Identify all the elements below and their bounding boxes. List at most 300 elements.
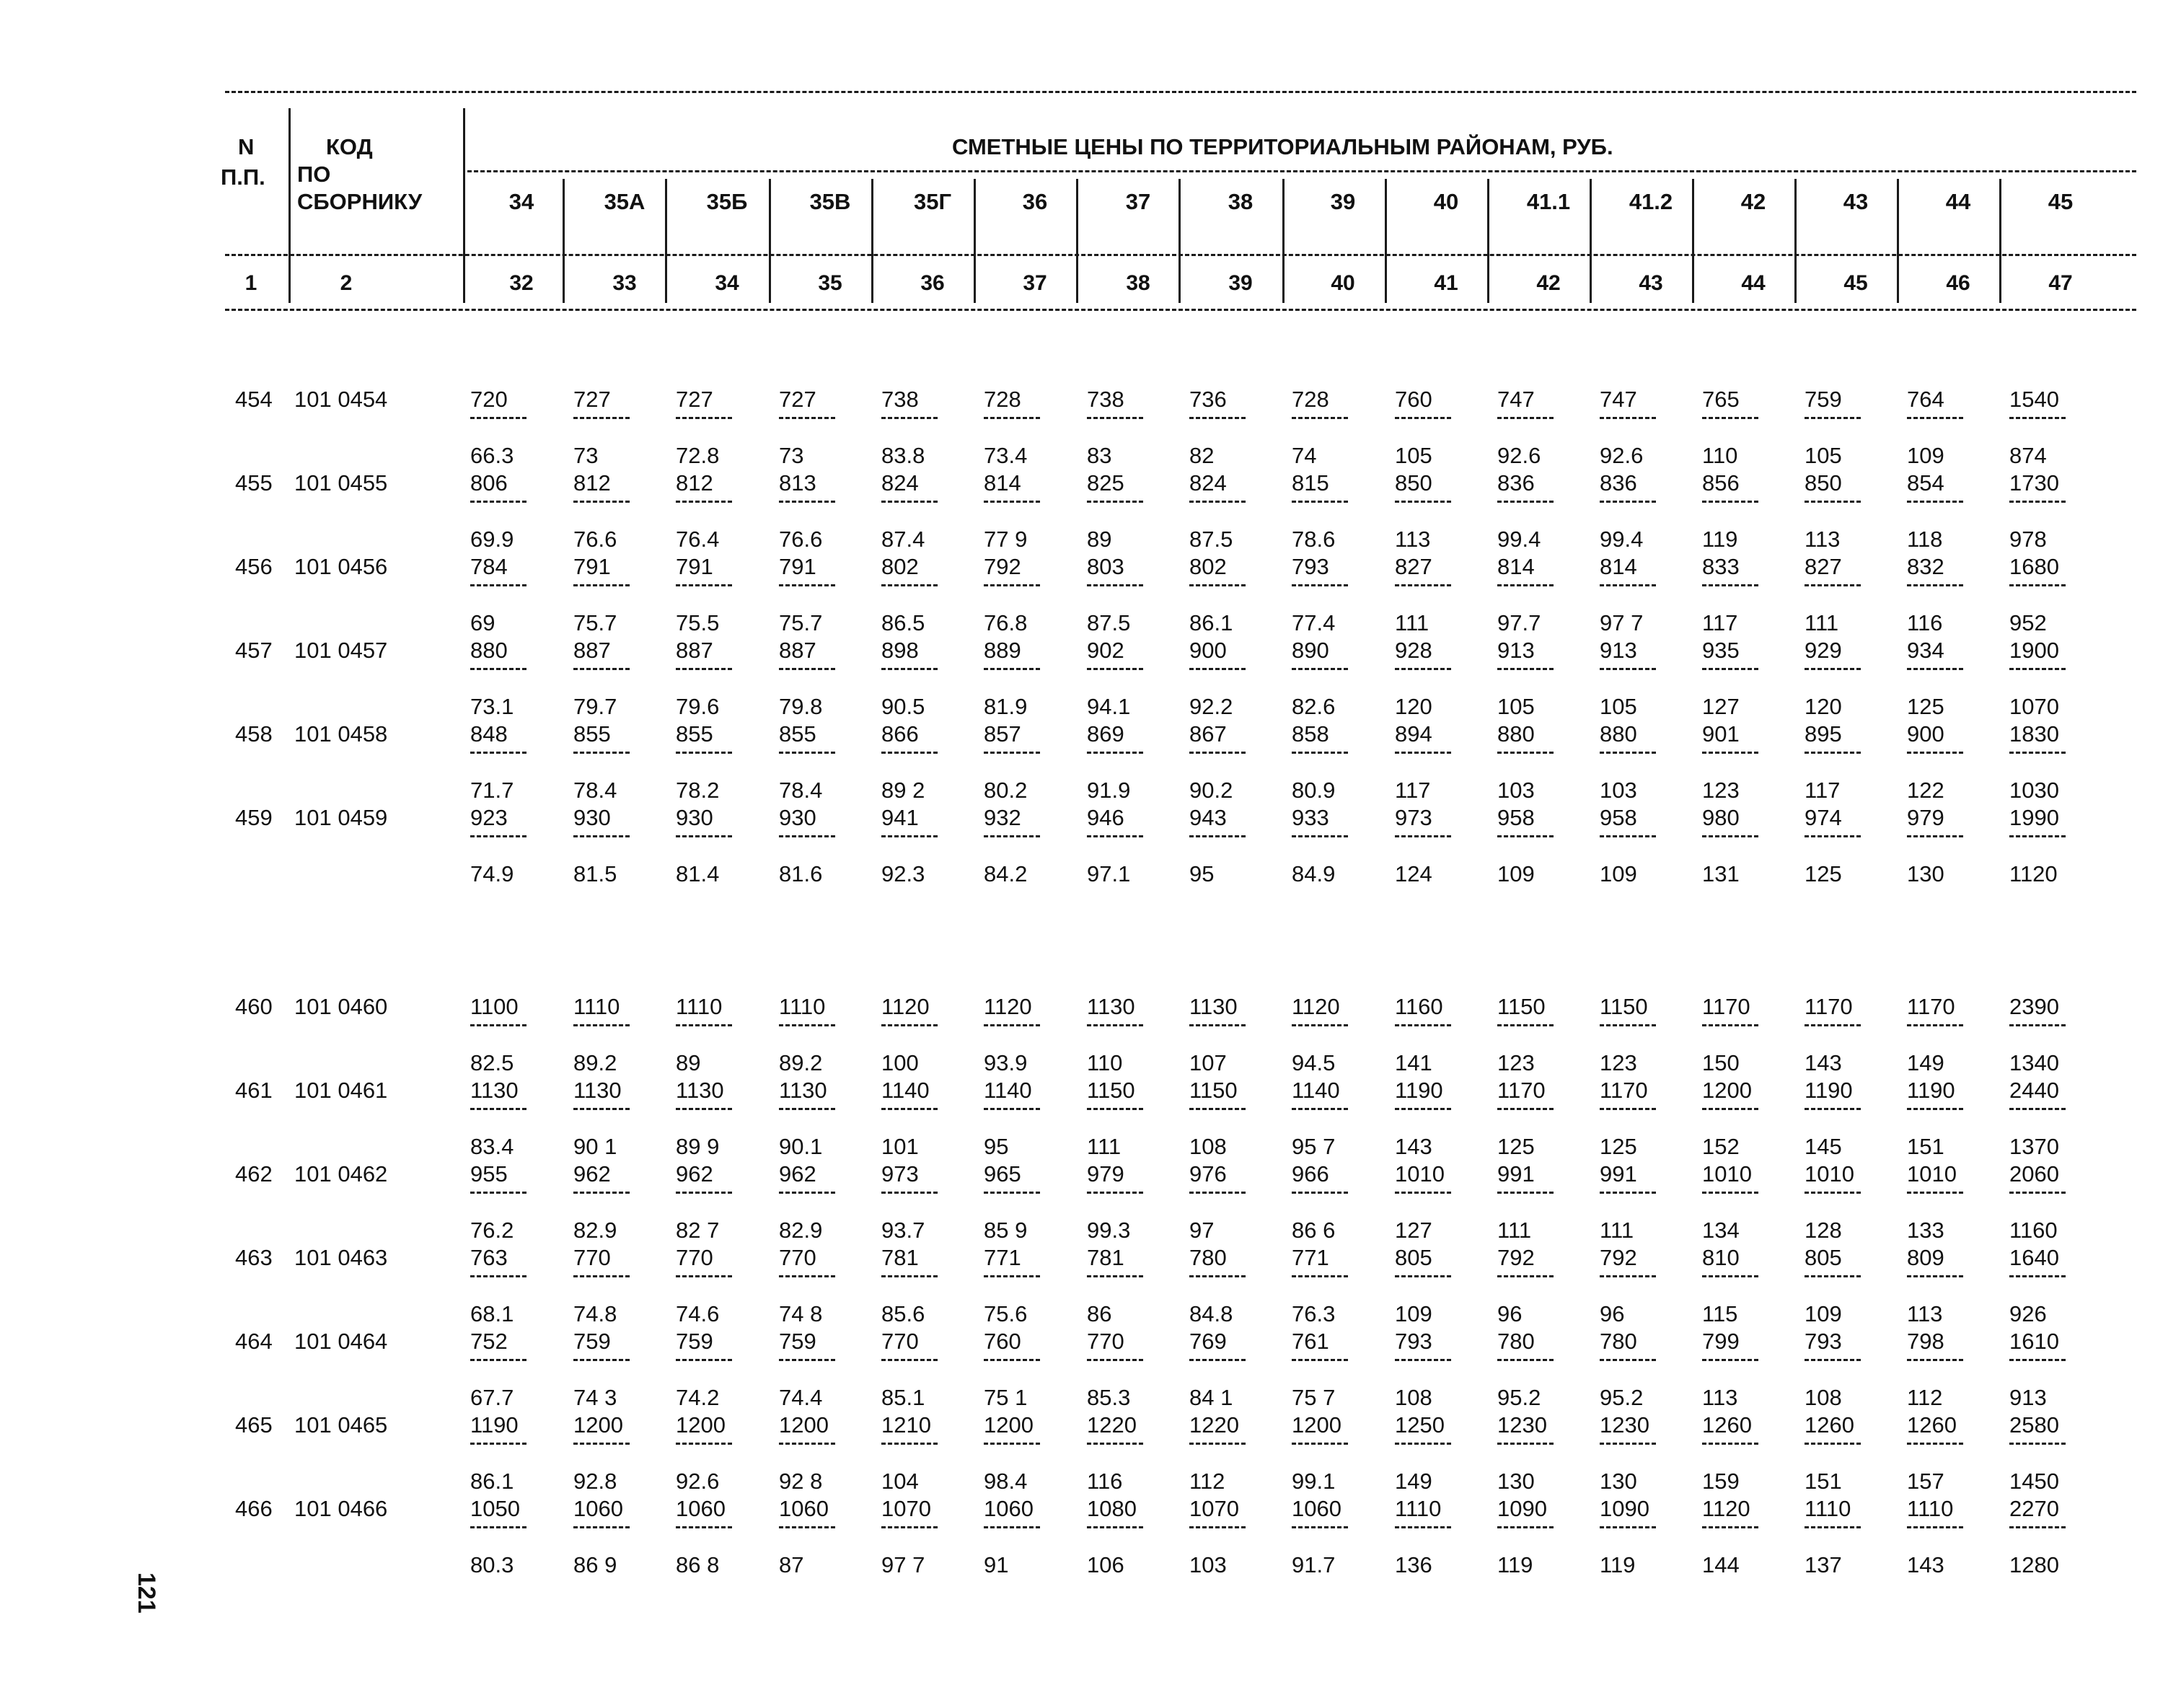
price-cell: 123 xyxy=(1497,1050,1535,1075)
fraction-dash xyxy=(1702,752,1758,754)
region-header-14: 44 xyxy=(1945,189,1971,214)
price-cell: 99.1 xyxy=(1292,1469,1336,1494)
fraction-dash xyxy=(881,1359,938,1361)
price-cell: 92.6 xyxy=(676,1469,720,1494)
price-cell: 738 xyxy=(881,387,919,412)
price-cell: 75.7 xyxy=(779,610,823,635)
price-cell: 1250 xyxy=(1395,1412,1445,1438)
price-cell: 85 9 xyxy=(984,1218,1028,1243)
price-cell: 1200 xyxy=(573,1412,623,1438)
price-cell: 1030 xyxy=(2009,778,2059,803)
price-cell: 1990 xyxy=(2009,805,2059,830)
price-cell: 810 xyxy=(1702,1245,1740,1270)
price-cell: 113 xyxy=(1907,1301,1943,1326)
price-cell: 92 8 xyxy=(779,1469,823,1494)
fraction-dash xyxy=(779,752,835,754)
price-cell: 134 xyxy=(1702,1218,1740,1243)
fraction-dash xyxy=(1395,752,1451,754)
price-cell: 1150 xyxy=(1497,994,1546,1019)
fraction-dash xyxy=(1497,584,1554,586)
fraction-dash xyxy=(470,835,526,837)
fraction-dash xyxy=(1189,1108,1246,1110)
fraction-dash xyxy=(1600,752,1656,754)
fraction-dash xyxy=(881,1024,938,1026)
price-cell: 929 xyxy=(1805,638,1842,663)
fraction-dash xyxy=(573,417,630,419)
price-cell: 952 xyxy=(2009,610,2047,635)
fraction-dash xyxy=(1600,417,1656,419)
region-header-11: 41.2 xyxy=(1629,189,1673,214)
price-cell: 77 9 xyxy=(984,527,1028,552)
fraction-dash xyxy=(1805,501,1861,503)
fraction-dash xyxy=(573,584,630,586)
price-cell: 105 xyxy=(1600,694,1637,719)
fraction-dash xyxy=(676,501,732,503)
price-cell: 1190 xyxy=(1907,1078,1955,1103)
price-cell: 792 xyxy=(1600,1245,1637,1270)
price-cell: 1080 xyxy=(1087,1496,1137,1521)
fraction-dash xyxy=(573,1108,630,1110)
price-cell: 880 xyxy=(470,638,508,663)
price-cell: 74 8 xyxy=(779,1301,823,1326)
price-cell: 82.5 xyxy=(470,1050,514,1075)
fraction-dash xyxy=(1907,1359,1963,1361)
fraction-dash xyxy=(1497,668,1554,670)
price-cell: 74.8 xyxy=(573,1301,617,1326)
fraction-dash xyxy=(1907,668,1963,670)
price-cell: 95 xyxy=(1189,861,1215,886)
price-cell: 1050 xyxy=(470,1496,520,1521)
fraction-dash xyxy=(1189,835,1246,837)
price-cell: 116 xyxy=(1907,610,1943,635)
fraction-dash xyxy=(2009,1024,2066,1026)
price-cell: 991 xyxy=(1497,1161,1535,1187)
price-cell: 1130 xyxy=(1189,994,1238,1019)
fraction-dash xyxy=(1189,1526,1246,1528)
price-cell: 923 xyxy=(470,805,508,830)
price-cell: 72.8 xyxy=(676,443,720,468)
fraction-dash xyxy=(779,1024,835,1026)
price-cell: 1280 xyxy=(2009,1552,2059,1577)
fraction-dash xyxy=(470,1192,526,1194)
price-cell: 1110 xyxy=(573,994,620,1019)
price-cell: 1120 xyxy=(2009,861,2058,886)
fraction-dash xyxy=(1087,752,1143,754)
fraction-dash xyxy=(1907,584,1963,586)
price-cell: 109 xyxy=(1805,1301,1842,1326)
fraction-dash xyxy=(1087,501,1143,503)
price-cell: 76.4 xyxy=(676,527,720,552)
price-cell: 87 xyxy=(779,1552,804,1577)
fraction-dash xyxy=(1805,1359,1861,1361)
price-cell: 111 xyxy=(1395,610,1429,635)
price-cell: 848 xyxy=(470,721,508,747)
row-code: 101 0462 xyxy=(294,1161,388,1187)
price-cell: 74.6 xyxy=(676,1301,720,1326)
row-code: 101 0456 xyxy=(294,554,388,579)
price-cell: 120 xyxy=(1395,694,1432,719)
price-cell: 95.2 xyxy=(1497,1385,1541,1410)
price-cell: 812 xyxy=(676,470,713,496)
price-cell: 1130 xyxy=(779,1078,827,1103)
price-cell: 150 xyxy=(1702,1050,1740,1075)
fraction-dash xyxy=(1702,1192,1758,1194)
fraction-dash xyxy=(779,1192,835,1194)
price-cell: 105 xyxy=(1395,443,1432,468)
price-cell: 98.4 xyxy=(984,1469,1028,1494)
column-number-13: 43 xyxy=(1639,271,1663,295)
price-cell: 1110 xyxy=(779,994,826,1019)
price-cell: 930 xyxy=(676,805,713,830)
price-cell: 759 xyxy=(573,1329,611,1354)
price-cell: 99.4 xyxy=(1600,527,1644,552)
price-cell: 866 xyxy=(881,721,919,747)
fraction-dash xyxy=(881,1443,938,1445)
price-cell: 91.7 xyxy=(1292,1552,1336,1577)
price-cell: 133 xyxy=(1907,1218,1944,1243)
fraction-dash xyxy=(676,835,732,837)
price-cell: 74.2 xyxy=(676,1385,720,1410)
price-cell: 90.1 xyxy=(779,1134,823,1159)
price-cell: 814 xyxy=(984,470,1021,496)
fraction-dash xyxy=(573,1192,630,1194)
price-cell: 119 xyxy=(1497,1552,1533,1577)
price-cell: 1100 xyxy=(470,994,519,1019)
region-header-3: 35В xyxy=(809,189,851,214)
fraction-dash xyxy=(1497,1526,1554,1528)
price-cell: 770 xyxy=(779,1245,816,1270)
price-cell: 836 xyxy=(1497,470,1535,496)
row-number: 462 xyxy=(235,1161,273,1187)
price-cell: 1610 xyxy=(2009,1329,2059,1354)
region-header-4: 35Г xyxy=(913,189,952,214)
price-cell: 926 xyxy=(2009,1301,2047,1326)
price-cell: 1230 xyxy=(1600,1412,1649,1438)
price-cell: 94.1 xyxy=(1087,694,1131,719)
price-cell: 159 xyxy=(1702,1469,1740,1494)
header-code-label-1: КОД xyxy=(326,134,373,159)
fraction-dash xyxy=(1292,1108,1348,1110)
price-cell: 1090 xyxy=(1600,1496,1649,1521)
price-cell: 759 xyxy=(1805,387,1842,412)
price-cell: 1200 xyxy=(779,1412,829,1438)
price-cell: 1200 xyxy=(1292,1412,1341,1438)
fraction-dash xyxy=(573,668,630,670)
fraction-dash xyxy=(2009,752,2066,754)
fraction-dash xyxy=(1497,501,1554,503)
fraction-dash xyxy=(1805,835,1861,837)
price-cell: 76.3 xyxy=(1292,1301,1336,1326)
price-cell: 991 xyxy=(1600,1161,1637,1187)
price-cell: 1640 xyxy=(2009,1245,2059,1270)
price-cell: 97 xyxy=(1189,1218,1215,1243)
price-cell: 99.3 xyxy=(1087,1218,1131,1243)
price-cell: 836 xyxy=(1600,470,1637,496)
fraction-dash xyxy=(1600,1443,1656,1445)
price-cell: 2060 xyxy=(2009,1161,2059,1187)
price-cell: 112 xyxy=(1189,1469,1225,1494)
fraction-dash xyxy=(2009,584,2066,586)
row-code: 101 0463 xyxy=(294,1245,388,1270)
price-cell: 1190 xyxy=(1395,1078,1443,1103)
price-cell: 728 xyxy=(984,387,1021,412)
fraction-dash xyxy=(2009,835,2066,837)
price-cell: 91.9 xyxy=(1087,778,1131,803)
header-top-rule xyxy=(225,91,2136,93)
column-number-1: 2 xyxy=(340,271,353,295)
price-cell: 68.1 xyxy=(470,1301,514,1326)
price-cell: 79.7 xyxy=(573,694,617,719)
header-divider-n-code xyxy=(288,108,291,303)
price-cell: 74.9 xyxy=(470,861,514,886)
column-number-4: 34 xyxy=(715,271,739,295)
price-cell: 771 xyxy=(984,1245,1021,1270)
price-cell: 727 xyxy=(573,387,611,412)
price-cell: 97.7 xyxy=(1497,610,1541,635)
price-cell: 94.5 xyxy=(1292,1050,1336,1075)
price-cell: 814 xyxy=(1497,554,1535,579)
row-code: 101 0461 xyxy=(294,1078,388,1103)
fraction-dash xyxy=(1702,1443,1758,1445)
price-cell: 103 xyxy=(1600,778,1637,803)
price-cell: 793 xyxy=(1395,1329,1432,1354)
fraction-dash xyxy=(1805,584,1861,586)
fraction-dash xyxy=(1292,752,1348,754)
fraction-dash xyxy=(881,1526,938,1528)
price-cell: 770 xyxy=(1087,1329,1124,1354)
fraction-dash xyxy=(881,1108,938,1110)
price-cell: 930 xyxy=(779,805,816,830)
fraction-dash xyxy=(676,1359,732,1361)
fraction-dash xyxy=(1497,1443,1554,1445)
fraction-dash xyxy=(1600,1275,1656,1277)
fraction-dash xyxy=(573,752,630,754)
price-cell: 932 xyxy=(984,805,1021,830)
fraction-dash xyxy=(573,1359,630,1361)
price-cell: 760 xyxy=(984,1329,1021,1354)
price-cell: 87.5 xyxy=(1087,610,1131,635)
price-cell: 75.5 xyxy=(676,610,720,635)
fraction-dash xyxy=(1292,1359,1348,1361)
fraction-dash xyxy=(1292,501,1348,503)
price-cell: 117 xyxy=(1395,778,1431,803)
price-cell: 1150 xyxy=(1189,1078,1238,1103)
fraction-dash xyxy=(470,1359,526,1361)
row-code: 101 0455 xyxy=(294,470,388,496)
price-cell: 115 xyxy=(1702,1301,1738,1326)
price-cell: 974 xyxy=(1805,805,1842,830)
price-cell: 93.9 xyxy=(984,1050,1028,1075)
price-cell: 856 xyxy=(1702,470,1740,496)
price-cell: 1010 xyxy=(1702,1161,1752,1187)
price-cell: 76.6 xyxy=(573,527,617,552)
fraction-dash xyxy=(984,752,1040,754)
price-cell: 113 xyxy=(1702,1385,1738,1410)
row-number: 461 xyxy=(235,1078,273,1103)
price-cell: 75.7 xyxy=(573,610,617,635)
price-cell: 71.7 xyxy=(470,778,514,803)
price-cell: 763 xyxy=(470,1245,508,1270)
fraction-dash xyxy=(676,1108,732,1110)
price-cell: 119 xyxy=(1600,1552,1636,1577)
price-cell: 760 xyxy=(1395,387,1432,412)
price-cell: 1060 xyxy=(676,1496,726,1521)
price-cell: 124 xyxy=(1395,861,1432,886)
price-cell: 1110 xyxy=(676,994,723,1019)
price-cell: 770 xyxy=(573,1245,611,1270)
fraction-dash xyxy=(1805,417,1861,419)
price-cell: 791 xyxy=(676,554,713,579)
price-cell: 81.9 xyxy=(984,694,1028,719)
price-cell: 1130 xyxy=(676,1078,724,1103)
region-header-10: 41.1 xyxy=(1526,189,1571,214)
price-cell: 824 xyxy=(881,470,919,496)
fraction-dash xyxy=(779,835,835,837)
price-cell: 86.1 xyxy=(470,1469,514,1494)
price-cell: 1110 xyxy=(1805,1496,1851,1521)
price-cell: 119 xyxy=(1702,527,1738,552)
price-cell: 109 xyxy=(1907,443,1944,468)
price-cell: 1070 xyxy=(2009,694,2059,719)
price-cell: 1260 xyxy=(1805,1412,1854,1438)
price-cell: 86 9 xyxy=(573,1552,617,1577)
fraction-dash xyxy=(881,584,938,586)
fraction-dash xyxy=(1497,1024,1554,1026)
row-number: 464 xyxy=(235,1329,273,1354)
price-cell: 108 xyxy=(1805,1385,1842,1410)
fraction-dash xyxy=(1395,501,1451,503)
fraction-dash xyxy=(1702,835,1758,837)
fraction-dash xyxy=(1292,1024,1348,1026)
price-cell: 1200 xyxy=(1702,1078,1752,1103)
price-cell: 962 xyxy=(573,1161,611,1187)
fraction-dash xyxy=(1497,1108,1554,1110)
price-cell: 895 xyxy=(1805,721,1842,747)
header-mid-rule xyxy=(225,254,2136,256)
fraction-dash xyxy=(984,501,1040,503)
fraction-dash xyxy=(470,1108,526,1110)
price-cell: 145 xyxy=(1805,1134,1842,1159)
fraction-dash xyxy=(1805,1275,1861,1277)
price-cell: 1150 xyxy=(1087,1078,1135,1103)
price-cell: 130 xyxy=(1497,1469,1535,1494)
price-cell: 799 xyxy=(1702,1329,1740,1354)
price-cell: 973 xyxy=(1395,805,1432,830)
fraction-dash xyxy=(984,1359,1040,1361)
price-cell: 780 xyxy=(1189,1245,1227,1270)
price-cell: 111 xyxy=(1497,1218,1532,1243)
price-cell: 928 xyxy=(1395,638,1432,663)
price-cell: 759 xyxy=(779,1329,816,1354)
price-cell: 73 xyxy=(573,443,599,468)
fraction-dash xyxy=(1189,752,1246,754)
price-cell: 79.6 xyxy=(676,694,720,719)
price-cell: 781 xyxy=(881,1245,919,1270)
row-code: 101 0459 xyxy=(294,805,388,830)
price-cell: 1160 xyxy=(2009,1218,2058,1243)
fraction-dash xyxy=(984,417,1040,419)
price-cell: 805 xyxy=(1395,1245,1432,1270)
price-cell: 141 xyxy=(1395,1050,1432,1075)
price-cell: 1260 xyxy=(1907,1412,1957,1438)
price-cell: 855 xyxy=(573,721,611,747)
price-cell: 1220 xyxy=(1087,1412,1137,1438)
price-cell: 898 xyxy=(881,638,919,663)
price-cell: 1450 xyxy=(2009,1469,2059,1494)
price-cell: 75 1 xyxy=(984,1385,1028,1410)
fraction-dash xyxy=(1395,417,1451,419)
fraction-dash xyxy=(1087,1526,1143,1528)
price-cell: 87.4 xyxy=(881,527,925,552)
fraction-dash xyxy=(1087,1108,1143,1110)
fraction-dash xyxy=(1292,1526,1348,1528)
fraction-dash xyxy=(1702,417,1758,419)
price-cell: 1120 xyxy=(1292,994,1340,1019)
price-cell: 1130 xyxy=(1087,994,1135,1019)
row-number: 465 xyxy=(235,1412,273,1438)
price-cell: 833 xyxy=(1702,554,1740,579)
price-cell: 78.4 xyxy=(573,778,617,803)
price-cell: 880 xyxy=(1600,721,1637,747)
price-cell: 1140 xyxy=(881,1078,930,1103)
price-cell: 116 xyxy=(1087,1469,1123,1494)
fraction-dash xyxy=(881,1275,938,1277)
fraction-dash xyxy=(1907,1275,1963,1277)
price-cell: 802 xyxy=(1189,554,1227,579)
fraction-dash xyxy=(984,1275,1040,1277)
price-cell: 1120 xyxy=(881,994,930,1019)
region-header-13: 43 xyxy=(1843,189,1869,214)
row-code: 101 0458 xyxy=(294,721,388,747)
fraction-dash xyxy=(1907,1024,1963,1026)
price-cell: 1060 xyxy=(1292,1496,1341,1521)
fraction-dash xyxy=(2009,1359,2066,1361)
column-number-0: 1 xyxy=(244,271,257,295)
price-cell: 97.1 xyxy=(1087,861,1131,886)
region-header-1: 35А xyxy=(604,189,646,214)
row-number: 456 xyxy=(235,554,273,579)
price-cell: 780 xyxy=(1497,1329,1535,1354)
price-cell: 1900 xyxy=(2009,638,2059,663)
price-cell: 901 xyxy=(1702,721,1740,747)
price-cell: 117 xyxy=(1805,778,1841,803)
fraction-dash xyxy=(1805,752,1861,754)
price-cell: 1680 xyxy=(2009,554,2059,579)
fraction-dash xyxy=(1600,835,1656,837)
price-cell: 1340 xyxy=(2009,1050,2059,1075)
fraction-dash xyxy=(881,752,938,754)
price-cell: 82.9 xyxy=(573,1218,617,1243)
price-cell: 92.6 xyxy=(1600,443,1644,468)
price-cell: 85.6 xyxy=(881,1301,925,1326)
price-cell: 973 xyxy=(881,1161,919,1187)
price-cell: 151 xyxy=(1805,1469,1842,1494)
fraction-dash xyxy=(676,584,732,586)
price-cell: 1170 xyxy=(1702,994,1750,1019)
fraction-dash xyxy=(470,584,526,586)
price-cell: 118 xyxy=(1907,527,1943,552)
price-cell: 73.4 xyxy=(984,443,1028,468)
fraction-dash xyxy=(676,1192,732,1194)
fraction-dash xyxy=(1702,1526,1758,1528)
price-cell: 128 xyxy=(1805,1218,1842,1243)
price-cell: 761 xyxy=(1292,1329,1329,1354)
column-number-3: 33 xyxy=(612,271,637,295)
price-cell: 855 xyxy=(676,721,713,747)
price-cell: 107 xyxy=(1189,1050,1227,1075)
column-number-6: 36 xyxy=(920,271,945,295)
price-cell: 832 xyxy=(1907,554,1944,579)
